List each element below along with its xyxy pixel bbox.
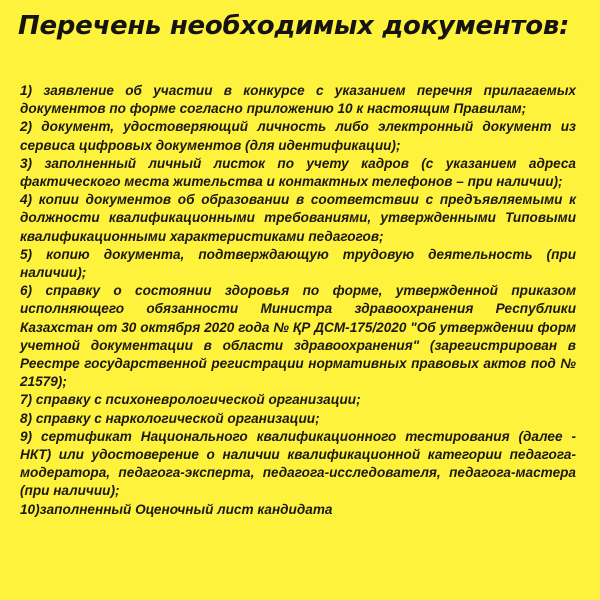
- list-item: 10)заполненный Оценочный лист кандидата: [20, 501, 333, 517]
- list-item: 9) сертификат Национального квалификационного тестирования (далее - НКТ) или удостоверение о наличии квалификационной категории педагога-модератора, педагога-эксперта, педагога-исследователя, педагога-мастера (при наличии);: [20, 428, 576, 499]
- list-item: 5) копию документа, подтверждающую трудовую деятельность (при наличии);: [20, 246, 576, 281]
- list-item: 2) документ, удостоверяющий личность либо электронный документ из сервиса цифровых документов (для идентификации);: [20, 119, 576, 153]
- list-item: 3) заполненный личный листок по учету кадров (с указанием адреса фактического места жительства и контактных телефонов – при наличии);: [20, 155, 576, 190]
- list-item: 7) справку с психоневрологической организации;: [20, 392, 361, 408]
- list-item: 1) заявление об участии в конкурсе с указанием перечня прилагаемых документов по форме согласно приложению 10 к настоящим Правилам;: [20, 83, 576, 117]
- documents-list: [20, 82, 576, 519]
- page-title: Перечень необходимых документов:: [18, 11, 570, 41]
- list-item: 4) копии документов об образовании в соответствии с предъявляемыми к должности квалификационными требованиями, утвержденными Типовыми квалификационными характеристиками педагогов;: [20, 192, 576, 244]
- list-item: 6) справку о состоянии здоровья по форме, утвержденной приказом исполняющего обязанности Министра здравоохранения Республики Казахстан от 30 октября 2020 года № ҚР ДСМ-175/2020 "Об утверждении форм учетной документации в области здравоохранения" (зарегистрирован в Реестре государственной регистрации нормативных правовых актов под № 21579);: [20, 283, 576, 390]
- list-item: 8) справку с наркологической организации;: [20, 410, 320, 426]
